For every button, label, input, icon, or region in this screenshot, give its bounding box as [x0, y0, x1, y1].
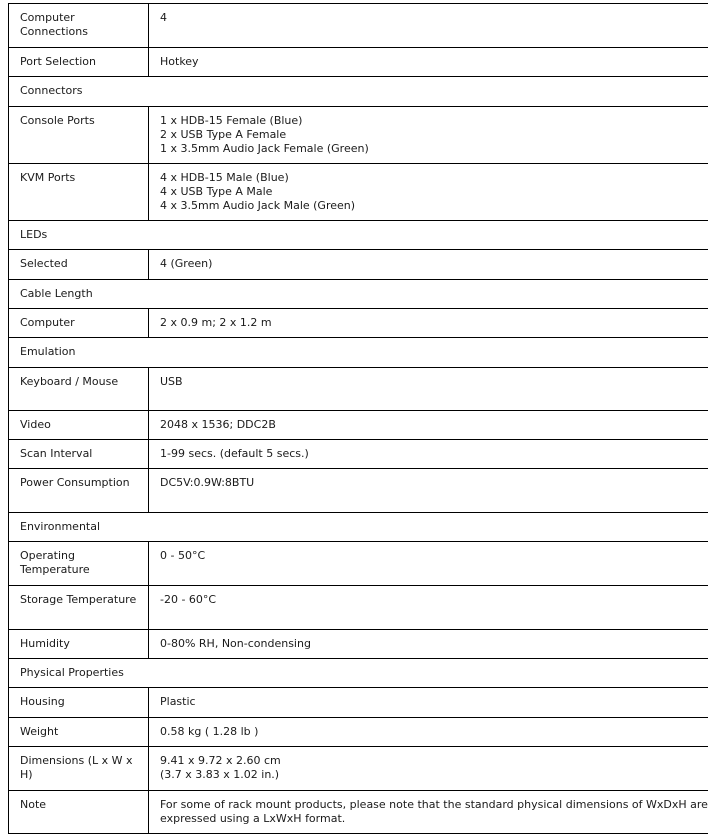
- spec-row: [9, 630, 708, 659]
- section-header: Environmental: [9, 513, 708, 542]
- spec-row: [9, 107, 708, 164]
- spec-value: [149, 107, 708, 164]
- spec-value-line: 4: [160, 11, 708, 25]
- spec-value-line: DC5V:0.9W:8BTU: [160, 476, 708, 490]
- spec-value: [149, 542, 708, 586]
- spec-row: [9, 48, 708, 77]
- spec-label: Note: [9, 791, 149, 834]
- spec-label: Humidity: [9, 630, 149, 659]
- spec-value-line: 4 x USB Type A Male: [160, 185, 708, 199]
- spec-row: [9, 688, 708, 718]
- spec-label: Housing: [9, 688, 149, 718]
- spec-value-line: 1 x HDB-15 Female (Blue): [160, 114, 708, 128]
- spec-row: [9, 368, 708, 411]
- section-header-row: [9, 77, 708, 107]
- spec-value-line: 4 x 3.5mm Audio Jack Male (Green): [160, 199, 708, 213]
- spec-value-line: 0-80% RH, Non-condensing: [160, 637, 708, 651]
- spec-label: Storage Temperature: [9, 586, 149, 630]
- spec-value-line: For some of rack mount products, please note that the standard physical dimensions of WxDxH are expressed using a LxWxH format.: [160, 798, 708, 826]
- section-header-row: [9, 280, 708, 309]
- spec-label: Weight: [9, 718, 149, 747]
- spec-value: [149, 469, 708, 513]
- spec-value-line: 0 - 50°C: [160, 549, 708, 563]
- section-header: Physical Properties: [9, 659, 708, 688]
- spec-value-line: 4 (Green): [160, 257, 708, 271]
- spec-value: [149, 791, 708, 834]
- spec-row: [9, 411, 708, 440]
- section-header: LEDs: [9, 221, 708, 250]
- spec-row: [9, 309, 708, 338]
- spec-value-line: Plastic: [160, 695, 708, 709]
- section-header-row: [9, 221, 708, 250]
- spec-label: Computer: [9, 309, 149, 338]
- spec-value-line: 1-99 secs. (default 5 secs.): [160, 447, 708, 461]
- spec-row: [9, 542, 708, 586]
- spec-label: Computer Connections: [9, 4, 149, 48]
- spec-value: [149, 309, 708, 338]
- spec-value-line: USB: [160, 375, 708, 389]
- spec-row: [9, 164, 708, 221]
- spec-label: Power Consumption: [9, 469, 149, 513]
- section-header: Connectors: [9, 77, 708, 107]
- section-header: Cable Length: [9, 280, 708, 309]
- spec-value: [149, 411, 708, 440]
- spec-label: KVM Ports: [9, 164, 149, 221]
- section-header: Emulation: [9, 338, 708, 368]
- spec-value: [149, 440, 708, 469]
- spec-row: [9, 440, 708, 469]
- spec-value: [149, 48, 708, 77]
- spec-row: [9, 718, 708, 747]
- spec-row: [9, 469, 708, 513]
- specifications-table-body: [9, 4, 708, 834]
- spec-value-line: 4 x HDB-15 Male (Blue): [160, 171, 708, 185]
- spec-value: [149, 630, 708, 659]
- spec-value-line: 2048 x 1536; DDC2B: [160, 418, 708, 432]
- spec-row: [9, 4, 708, 48]
- spec-value: [149, 4, 708, 48]
- spec-value-line: 2 x USB Type A Female: [160, 128, 708, 142]
- section-header-row: [9, 338, 708, 368]
- spec-value-line: -20 - 60°C: [160, 593, 708, 607]
- spec-label: Scan Interval: [9, 440, 149, 469]
- spec-label: Console Ports: [9, 107, 149, 164]
- spec-value-line: (3.7 x 3.83 x 1.02 in.): [160, 768, 708, 782]
- spec-value-line: 2 x 0.9 m; 2 x 1.2 m: [160, 316, 708, 330]
- spec-value-line: Hotkey: [160, 55, 708, 69]
- spec-value: [149, 368, 708, 411]
- spec-row: [9, 586, 708, 630]
- spec-value: [149, 164, 708, 221]
- spec-row: [9, 791, 708, 834]
- section-header-row: [9, 513, 708, 542]
- spec-row: [9, 747, 708, 791]
- spec-value-line: 1 x 3.5mm Audio Jack Female (Green): [160, 142, 708, 156]
- spec-value: [149, 747, 708, 791]
- section-header-row: [9, 659, 708, 688]
- spec-label: Operating Temperature: [9, 542, 149, 586]
- spec-value: [149, 718, 708, 747]
- spec-row: [9, 250, 708, 280]
- spec-value-line: 0.58 kg ( 1.28 lb ): [160, 725, 708, 739]
- spec-value: [149, 586, 708, 630]
- spec-value: [149, 688, 708, 718]
- specifications-table: [8, 3, 708, 834]
- spec-value-line: 9.41 x 9.72 x 2.60 cm: [160, 754, 708, 768]
- spec-value: [149, 250, 708, 280]
- spec-label: Dimensions (L x W x H): [9, 747, 149, 791]
- spec-label: Port Selection: [9, 48, 149, 77]
- spec-label: Video: [9, 411, 149, 440]
- spec-label: Keyboard / Mouse: [9, 368, 149, 411]
- spec-label: Selected: [9, 250, 149, 280]
